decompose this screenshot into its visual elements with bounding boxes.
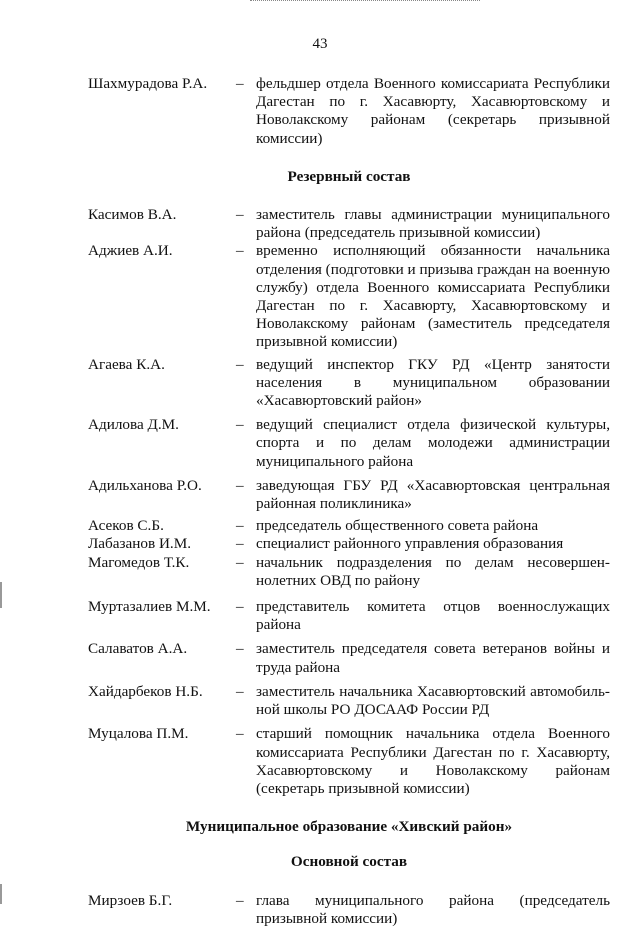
list-item	[88, 517, 610, 535]
member-name: Лабазанов И.М.	[88, 535, 192, 553]
member-name: Муцалова П.М.	[88, 725, 189, 743]
member-role: начальник подразделения по делам несовершен-нолетних ОВД по району	[256, 553, 610, 589]
list-item	[88, 206, 610, 242]
scan-mark	[0, 884, 2, 904]
member-role: представитель комитета отцов военнослужащих района	[256, 598, 610, 634]
member-name: Салаватов А.А.	[88, 640, 188, 658]
member-role: заместитель председателя совета ветеранов войны и труда района	[256, 640, 610, 676]
section-heading-reserve: Резервный состав	[287, 167, 411, 185]
list-item	[88, 416, 610, 471]
member-name: Аджиев А.И.	[88, 242, 173, 260]
dash: –	[236, 517, 244, 535]
member-role: фельдшер отдела Военного комиссариата Республики Дагестан по г. Хасавюрту, Хасавюртовскому и Новолакскому районам (секретарь призывной комиссии)	[256, 75, 610, 147]
top-scan-line	[250, 0, 480, 3]
dash: –	[236, 355, 244, 373]
member-role: председатель общественного совета района	[256, 517, 539, 535]
section-heading-main: Основной состав	[290, 853, 408, 871]
member-name: Шахмурадова Р.А.	[88, 75, 208, 92]
list-item	[88, 242, 610, 351]
member-role: ведущий специалист отдела физической культуры, спорта и по делам молодежи администрации муниципального района	[256, 416, 610, 470]
member-role: заведующая ГБУ РД «Хасавюртовская центральная районная поликлиника»	[256, 476, 610, 513]
member-role: глава муниципального района (председатель призывной комиссии)	[256, 891, 610, 927]
member-name: Адильханова Р.О.	[88, 476, 202, 494]
member-role: специалист районного управления образования	[256, 535, 564, 553]
list-item	[88, 683, 610, 719]
member-name: Касимов В.А.	[88, 206, 177, 224]
member-name: Агаева К.А.	[88, 355, 165, 373]
list-item	[88, 892, 610, 928]
main-entry-list	[88, 892, 610, 928]
list-item	[88, 725, 610, 798]
member-role: временно исполняющий обязанности начальника отделения (подготовки и призыва граждан на военную службу) отдела Военного комиссариата Республики Дагестан по г. Хасавюрту, Хасавюртовскому и Новолакскому районам (заместитель председателя призывной комиссии)	[256, 242, 610, 351]
dash: –	[236, 416, 244, 434]
reserve-entry-list	[88, 206, 610, 798]
list-item	[88, 356, 610, 411]
list-item	[88, 598, 610, 634]
member-name: Магомедов Т.К.	[88, 553, 190, 571]
dash: –	[236, 242, 244, 260]
member-role: старший помощник начальника отдела Военного комиссариата Республики Дагестан по г. Хасавюрту, Хасавюртовскому и Новолакскому районам (секретарь призывной комиссии)	[256, 725, 610, 797]
dash: –	[236, 553, 244, 571]
member-name: Асеков С.Б.	[88, 517, 164, 535]
dash: –	[236, 598, 244, 616]
member-name: Мирзоев Б.Г.	[88, 891, 173, 909]
page-number: 43	[312, 36, 328, 52]
member-name: Адилова Д.М.	[88, 416, 179, 434]
document-body	[88, 75, 610, 928]
list-item	[88, 640, 610, 676]
top-entry-list	[88, 75, 610, 148]
dash: –	[236, 535, 244, 553]
list-item	[88, 535, 610, 553]
dash: –	[236, 206, 244, 224]
member-role: заместитель начальника Хасавюртовский автомобиль-ной школы РО ДОСААФ России РД	[256, 682, 610, 719]
municipality-heading: Муниципальное образование «Хивский район»	[185, 818, 513, 836]
dash: –	[236, 682, 244, 700]
dash: –	[236, 476, 244, 494]
member-name: Муртазалиев М.М.	[88, 598, 211, 616]
list-item	[88, 75, 610, 148]
member-name: Хайдарбеков Н.Б.	[88, 682, 203, 700]
member-role: ведущий инспектор ГКУ РД «Центр занятости населения в муниципальном образовании «Хасавюртовский район»	[256, 355, 610, 410]
list-item	[88, 554, 610, 590]
dash: –	[236, 891, 244, 909]
dash: –	[236, 725, 244, 743]
list-item	[88, 477, 610, 513]
member-role: заместитель главы администрации муниципального района (председатель призывной комиссии)	[256, 206, 610, 242]
dash: –	[236, 75, 244, 92]
scan-mark	[0, 582, 2, 608]
dash: –	[236, 640, 244, 658]
